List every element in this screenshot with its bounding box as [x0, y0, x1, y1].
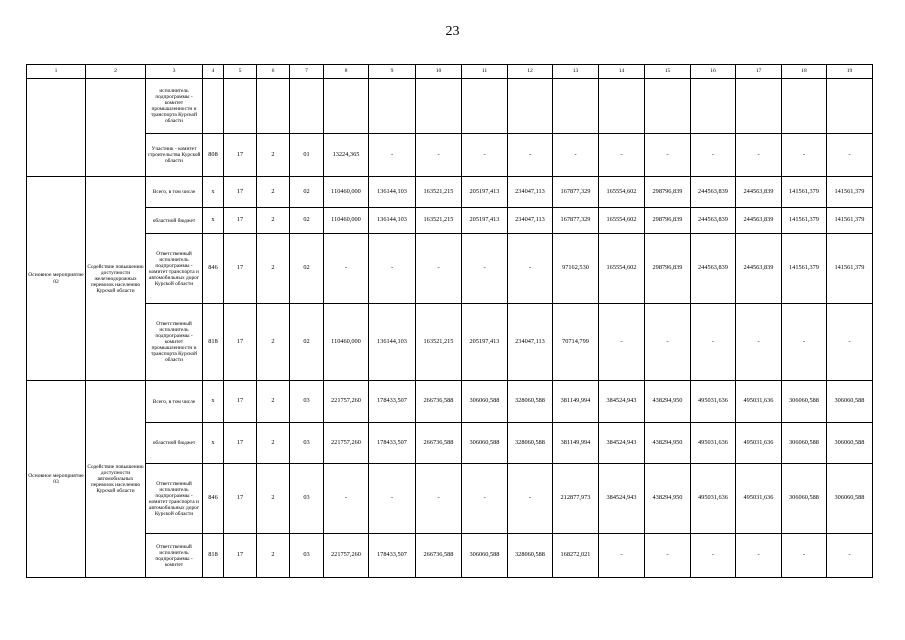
value-cell: -: [827, 134, 873, 177]
column-number: 10: [416, 65, 462, 79]
empty-cell: [86, 79, 146, 177]
value-cell: 02: [290, 177, 324, 208]
value-cell: 17: [224, 381, 257, 423]
value-cell: -: [782, 534, 827, 578]
value-cell: 17: [224, 534, 257, 578]
executor-cell: Ответственный исполнитель подпрограммы - комитет транспорта и автомобильных дорог Курской области: [146, 464, 203, 534]
page-number: 23: [445, 24, 460, 39]
value-cell: 306060,588: [827, 423, 873, 464]
value-cell: [369, 79, 416, 134]
value-cell: 01: [290, 134, 324, 177]
value-cell: 306060,588: [462, 534, 508, 578]
value-cell: 2: [257, 208, 290, 234]
value-cell: х: [203, 208, 224, 234]
value-cell: [599, 79, 645, 134]
value-cell: 266736,588: [416, 534, 462, 578]
value-cell: 221757,260: [324, 534, 369, 578]
executor-cell: Всего, в том числе: [146, 381, 203, 423]
value-cell: 2: [257, 534, 290, 578]
value-cell: 298796,839: [645, 177, 691, 208]
column-number: 13: [553, 65, 599, 79]
value-cell: 13224,365: [324, 134, 369, 177]
value-cell: 70714,799: [553, 304, 599, 381]
value-cell: 328060,588: [508, 534, 553, 578]
column-number: 9: [369, 65, 416, 79]
value-cell: 205197,413: [462, 177, 508, 208]
value-cell: х: [203, 423, 224, 464]
value-cell: 234047,113: [508, 208, 553, 234]
value-cell: 03: [290, 464, 324, 534]
value-cell: 178433,507: [369, 534, 416, 578]
value-cell: 438294,950: [645, 381, 691, 423]
value-cell: -: [324, 234, 369, 304]
column-number: 2: [86, 65, 146, 79]
table-row: [27, 464, 873, 534]
value-cell: 244563,839: [736, 234, 782, 304]
executor-cell: Ответственный исполнитель подпрограммы - комитет: [146, 534, 203, 578]
table-row: [27, 423, 873, 464]
value-cell: [553, 79, 599, 134]
value-cell: 17: [224, 423, 257, 464]
value-cell: -: [645, 534, 691, 578]
value-cell: 495031,636: [691, 381, 736, 423]
value-cell: 2: [257, 423, 290, 464]
value-cell: 244563,839: [691, 177, 736, 208]
value-cell: 846: [203, 234, 224, 304]
value-cell: -: [462, 134, 508, 177]
value-cell: 2: [257, 177, 290, 208]
table-row: [27, 234, 873, 304]
value-cell: 266736,588: [416, 423, 462, 464]
value-cell: -: [645, 304, 691, 381]
value-cell: -: [369, 234, 416, 304]
value-cell: 163521,215: [416, 208, 462, 234]
value-cell: -: [599, 534, 645, 578]
value-cell: -: [599, 134, 645, 177]
column-number: 11: [462, 65, 508, 79]
value-cell: 141561,379: [782, 234, 827, 304]
executor-cell: областной бюджет: [146, 208, 203, 234]
value-cell: 495031,636: [691, 423, 736, 464]
value-cell: -: [691, 304, 736, 381]
value-cell: 244563,839: [691, 234, 736, 304]
value-cell: 178433,507: [369, 381, 416, 423]
column-number: 4: [203, 65, 224, 79]
executor-cell: Ответственный исполнитель подпрограммы - комитет транспорта и автомобильных дорог Курской области: [146, 234, 203, 304]
column-number: 19: [827, 65, 873, 79]
value-cell: 244563,839: [691, 208, 736, 234]
value-cell: 178433,507: [369, 423, 416, 464]
value-cell: [508, 79, 553, 134]
value-cell: х: [203, 381, 224, 423]
value-cell: 141561,379: [782, 177, 827, 208]
column-number: 8: [324, 65, 369, 79]
value-cell: 808: [203, 134, 224, 177]
value-cell: -: [416, 134, 462, 177]
value-cell: -: [599, 304, 645, 381]
value-cell: 438294,950: [645, 464, 691, 534]
value-cell: 2: [257, 234, 290, 304]
column-number: 7: [290, 65, 324, 79]
executor-cell: областной бюджет: [146, 423, 203, 464]
value-cell: -: [645, 134, 691, 177]
event-description: Содействие повышению доступности железнодорожных перевозок населению Курской области: [86, 177, 146, 381]
value-cell: 381149,994: [553, 381, 599, 423]
value-cell: [290, 79, 324, 134]
column-number: 17: [736, 65, 782, 79]
value-cell: [324, 79, 369, 134]
value-cell: -: [827, 304, 873, 381]
executor-cell: Всего, в том числе: [146, 177, 203, 208]
value-cell: 165554,602: [599, 177, 645, 208]
value-cell: [782, 79, 827, 134]
table-row: [27, 79, 873, 134]
value-cell: 136144,103: [369, 177, 416, 208]
value-cell: 384524,943: [599, 464, 645, 534]
value-cell: 17: [224, 177, 257, 208]
value-cell: -: [416, 234, 462, 304]
value-cell: 306060,588: [827, 381, 873, 423]
value-cell: 306060,588: [462, 423, 508, 464]
value-cell: 03: [290, 381, 324, 423]
value-cell: -: [827, 534, 873, 578]
value-cell: 212877,973: [553, 464, 599, 534]
executor-cell: исполнитель подпрограммы - комитет промышленности и транспорта Курской области: [146, 79, 203, 134]
column-number: 3: [146, 65, 203, 79]
value-cell: [827, 79, 873, 134]
value-cell: -: [691, 134, 736, 177]
value-cell: 110460,000: [324, 177, 369, 208]
value-cell: -: [736, 304, 782, 381]
value-cell: 384524,943: [599, 381, 645, 423]
value-cell: -: [369, 134, 416, 177]
value-cell: 495031,636: [736, 381, 782, 423]
value-cell: -: [782, 134, 827, 177]
executor-cell: Ответственный исполнитель подпрограммы - комитет промышленности и транспорта Курской области: [146, 304, 203, 381]
value-cell: 2: [257, 464, 290, 534]
value-cell: 306060,588: [782, 423, 827, 464]
value-cell: 02: [290, 304, 324, 381]
value-cell: 136144,103: [369, 208, 416, 234]
value-cell: [691, 79, 736, 134]
value-cell: 495031,636: [736, 464, 782, 534]
value-cell: [645, 79, 691, 134]
value-cell: 818: [203, 304, 224, 381]
value-cell: -: [782, 304, 827, 381]
value-cell: 2: [257, 381, 290, 423]
value-cell: -: [462, 464, 508, 534]
value-cell: 167877,329: [553, 177, 599, 208]
value-cell: 818: [203, 534, 224, 578]
event-name: Основное мероприятие 02: [27, 177, 86, 381]
event-description: Содействие повышению доступности автомобильных перевозок населению Курской области: [86, 381, 146, 578]
value-cell: 136144,103: [369, 304, 416, 381]
value-cell: 110460,000: [324, 208, 369, 234]
value-cell: 221757,260: [324, 381, 369, 423]
value-cell: [224, 79, 257, 134]
value-cell: 03: [290, 534, 324, 578]
value-cell: 846: [203, 464, 224, 534]
value-cell: 266736,588: [416, 381, 462, 423]
value-cell: 495031,636: [691, 464, 736, 534]
value-cell: 165554,602: [599, 234, 645, 304]
column-number: 16: [691, 65, 736, 79]
value-cell: 298796,839: [645, 208, 691, 234]
value-cell: 17: [224, 304, 257, 381]
value-cell: -: [369, 464, 416, 534]
value-cell: -: [736, 134, 782, 177]
value-cell: 141561,379: [827, 234, 873, 304]
value-cell: 17: [224, 208, 257, 234]
value-cell: 234047,113: [508, 177, 553, 208]
value-cell: -: [324, 464, 369, 534]
column-number: 5: [224, 65, 257, 79]
table-row: [27, 304, 873, 381]
value-cell: 306060,588: [827, 464, 873, 534]
value-cell: 141561,379: [782, 208, 827, 234]
value-cell: 244563,839: [736, 208, 782, 234]
value-cell: 141561,379: [827, 208, 873, 234]
value-cell: -: [736, 534, 782, 578]
value-cell: -: [462, 234, 508, 304]
header-row: [27, 65, 873, 79]
value-cell: 02: [290, 208, 324, 234]
column-number: 15: [645, 65, 691, 79]
value-cell: 17: [224, 234, 257, 304]
value-cell: 306060,588: [462, 381, 508, 423]
table-row: [27, 534, 873, 578]
value-cell: 165554,602: [599, 208, 645, 234]
executor-cell: Участник - комитет строительства Курской области: [146, 134, 203, 177]
column-number: 1: [27, 65, 86, 79]
value-cell: 234047,113: [508, 304, 553, 381]
value-cell: 328060,588: [508, 423, 553, 464]
value-cell: 244563,839: [736, 177, 782, 208]
value-cell: 168272,021: [553, 534, 599, 578]
value-cell: 306060,588: [782, 381, 827, 423]
table-row: [27, 381, 873, 423]
budget-table: [26, 64, 873, 578]
column-number: 14: [599, 65, 645, 79]
value-cell: 2: [257, 134, 290, 177]
column-number: 18: [782, 65, 827, 79]
value-cell: 141561,379: [827, 177, 873, 208]
value-cell: -: [553, 134, 599, 177]
value-cell: 438294,950: [645, 423, 691, 464]
value-cell: 306060,588: [782, 464, 827, 534]
value-cell: 381149,994: [553, 423, 599, 464]
value-cell: [416, 79, 462, 134]
value-cell: -: [508, 464, 553, 534]
value-cell: 495031,636: [736, 423, 782, 464]
value-cell: 110460,000: [324, 304, 369, 381]
column-number: 6: [257, 65, 290, 79]
value-cell: х: [203, 177, 224, 208]
value-cell: 205197,413: [462, 304, 508, 381]
value-cell: 163521,215: [416, 304, 462, 381]
empty-cell: [27, 79, 86, 177]
table-row: [27, 208, 873, 234]
value-cell: 221757,260: [324, 423, 369, 464]
value-cell: -: [416, 464, 462, 534]
value-cell: -: [508, 134, 553, 177]
value-cell: [736, 79, 782, 134]
value-cell: 2: [257, 304, 290, 381]
value-cell: [257, 79, 290, 134]
value-cell: [203, 79, 224, 134]
event-name: Основное мероприятие 03: [27, 381, 86, 578]
value-cell: 328060,588: [508, 381, 553, 423]
value-cell: 205197,413: [462, 208, 508, 234]
value-cell: 167877,329: [553, 208, 599, 234]
value-cell: 298796,839: [645, 234, 691, 304]
value-cell: 384524,943: [599, 423, 645, 464]
value-cell: [462, 79, 508, 134]
table-row: [27, 134, 873, 177]
value-cell: 17: [224, 464, 257, 534]
value-cell: 03: [290, 423, 324, 464]
value-cell: 17: [224, 134, 257, 177]
value-cell: 163521,215: [416, 177, 462, 208]
value-cell: 97162,530: [553, 234, 599, 304]
value-cell: -: [691, 534, 736, 578]
value-cell: -: [508, 234, 553, 304]
column-number: 12: [508, 65, 553, 79]
value-cell: 02: [290, 234, 324, 304]
table-row: [27, 177, 873, 208]
